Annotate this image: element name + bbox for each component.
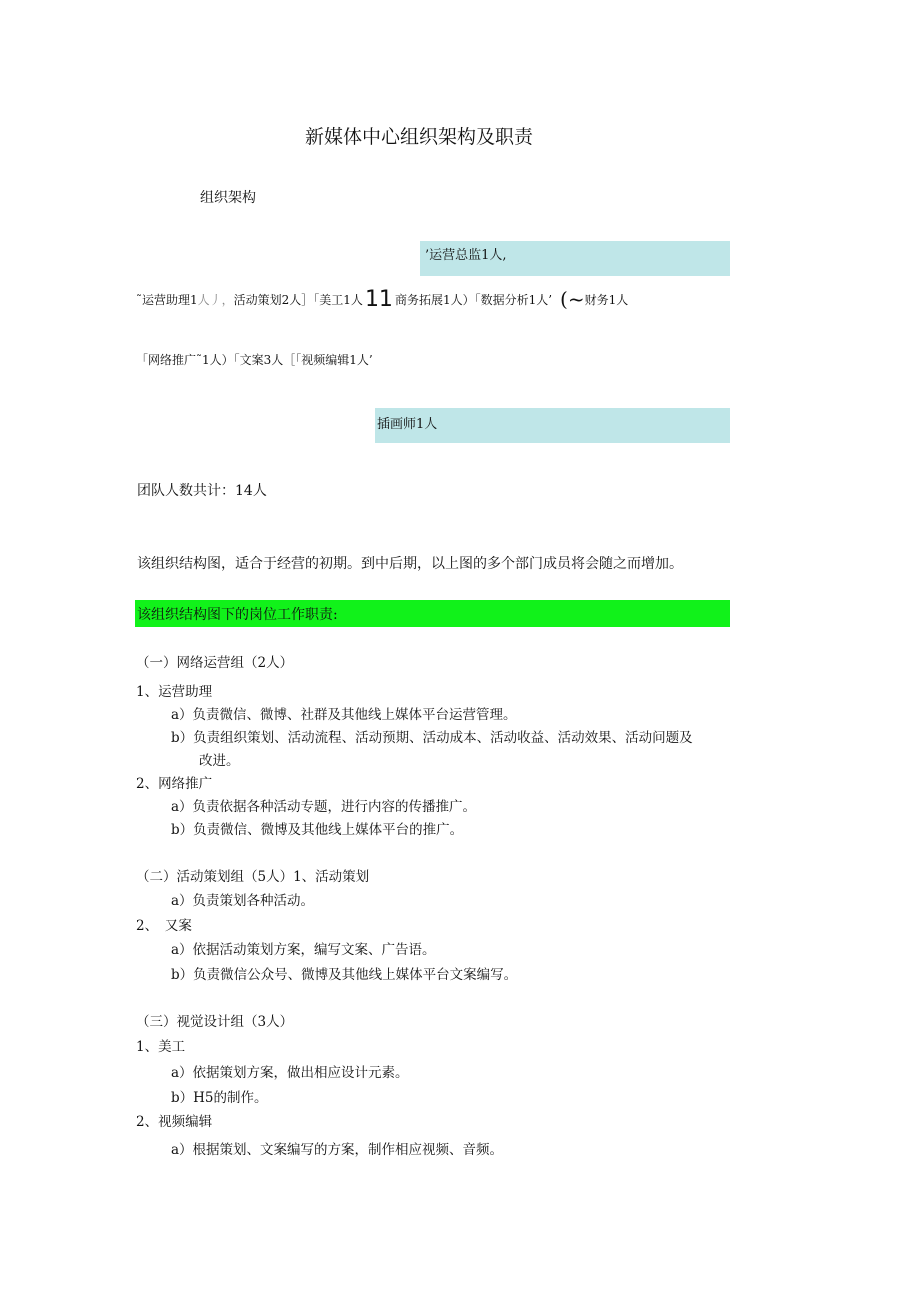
section-heading: （三）视觉设计组（3人） (136, 1014, 294, 1030)
director-label: ’运营总监1人, (425, 248, 507, 263)
duty-item: a）依据策划方案，做出相应设计元素。 (171, 1065, 409, 1081)
section-heading: （二）活动策划组（5人）1、活动策划 (136, 869, 370, 885)
document-title: 新媒体中心组织架构及职责 (305, 126, 534, 148)
role-heading: 2、网络推广 (136, 776, 213, 792)
team-total: 团队人数共计：14人 (137, 483, 267, 499)
duty-item: b）H5的制作。 (171, 1090, 268, 1106)
row1-tilde: ~ (567, 287, 585, 311)
org-row-1 (136, 284, 628, 314)
duty-item: b）负责微信、微博及其他线上媒体平台的推广。 (171, 822, 464, 838)
role-heading: 1、美工 (136, 1039, 186, 1055)
row1-big-mark: 11 (364, 286, 393, 312)
duty-item: b）负责微信公众号、微博及其他线上媒体平台文案编写。 (171, 967, 518, 983)
director-box (420, 241, 730, 276)
row1-text-c: 商务拓展1人）「数据分析1人’ (394, 292, 553, 307)
duty-item: b）负责组织策划、活动流程、活动预期、活动成本、活动收益、活动效果、活动问题及 (171, 730, 693, 746)
duties-heading: 该组织结构图下的岗位工作职责: (137, 607, 338, 623)
org-heading: 组织架构 (200, 190, 256, 206)
duty-item: a）根据策划、文案编写的方案，制作相应视频、音频。 (171, 1142, 504, 1158)
duty-item: a）负责策划各种活动。 (171, 893, 315, 909)
role-heading: 1、运营助理 (136, 684, 213, 700)
section-heading: （一）网络运营组（2人） (136, 655, 294, 671)
row1-paren: ( (560, 287, 568, 311)
duty-item: a）依据活动策划方案，编写文案、广告语。 (171, 942, 436, 958)
illustrator-label: 插画师1人 (377, 417, 438, 432)
row1-text-a: ˜运营助理1 (136, 292, 198, 307)
row1-text-a-light: 人丿， (197, 292, 234, 307)
role-heading: 2、 又案 (136, 918, 192, 934)
row1-text-b: 活动策划2人］「美工1人 (233, 292, 363, 307)
illustrator-box (375, 408, 730, 443)
structure-note: 该组织结构图，适合于经营的初期。到中后期，以上图的多个部门成员将会随之而增加。 (137, 556, 683, 572)
row1-text-d: 财务1人 (584, 292, 629, 307)
duty-item: a）负责微信、微博、社群及其他线上媒体平台运营管理。 (171, 707, 517, 723)
duties-heading-bar (135, 600, 730, 627)
role-heading: 2、视频编辑 (136, 1114, 213, 1130)
org-row-2: 「网络推广˜1人）「文案3人［「视频编辑1人’ (136, 353, 373, 367)
duty-item: a）负责依据各种活动专题，进行内容的传播推广。 (171, 799, 477, 815)
duty-item-continuation: 改进。 (199, 753, 240, 769)
